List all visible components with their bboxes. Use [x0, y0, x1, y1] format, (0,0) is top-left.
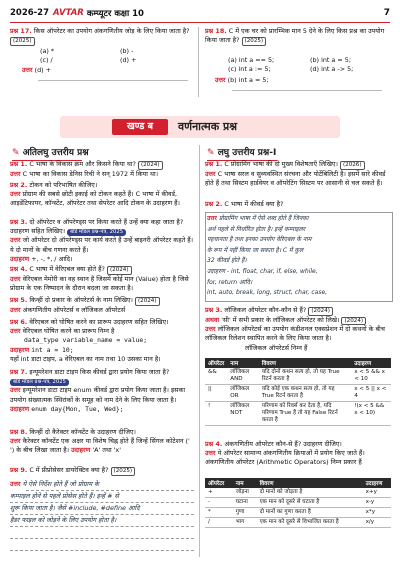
- right-q4: प्रश्न 4. अंकगणितीय ऑपरेटर कौन-से हैं? उदाहरण दीजिए। उत्तर ये ऑपरेटर सामान्य अंकगणितीय क्रियाओं में प्रयोग किए जाते हैं। अंकगणितीय ऑपरेटर (Arithmetic Operators) निम्न प्रकार हैं: [205, 440, 365, 467]
- model-paper-badge: बोर्ड मॉडल प्रश्न-पत्र, 2025: [67, 229, 126, 236]
- left-q9: प्रश्न 9. C में प्रीप्रोसेसर डायरेक्टिव क्या है? (2025): [10, 466, 196, 476]
- column-title-right: ✎ लघु उत्तरीय प्रश्न-I: [207, 145, 276, 158]
- year-badge: (2025): [242, 37, 267, 46]
- option-d: (d) +: [120, 56, 137, 64]
- option-c: (c) /: [40, 56, 53, 64]
- ruled-line: [10, 526, 194, 527]
- answer-line: [38, 80, 188, 81]
- column-divider: [199, 145, 200, 557]
- right-q3: प्रश्न 3. लॉजिकल ऑपरेटर कौन-कौन से हैं? (2024) अथवा 'सी' में सभी प्रकार के लॉजिकल ऑपरेटर को लिखे। (2024) उत्तर लॉजिकल ऑपरेटर्स का उपयोग कंडीशनल एक्सप्रेशन में दो कथनों के बीच लॉजिकल रिलेशन स्थापित करने के लिए किया जाता है। लॉजिकल ऑपरेटर्स निम्न हैं: [205, 306, 385, 352]
- left-q2: प्रश्न 2. टोकन को परिभाषित कीजिए। उत्तर प्रोग्राम की सबसे छोटी इकाई को टोकन कहते हैं। C भाषा में कीवर्ड, आइडेंटिफायर, कॉन्स्टेंट, ऑपरेटर तथा सेपरेटर आदि टोकन के उदाहरण हैं।: [10, 181, 180, 208]
- ruled-line: [10, 502, 194, 503]
- year-badge: (2024): [138, 161, 163, 170]
- year-badge: (2024): [341, 317, 366, 326]
- page-header: [10, 6, 390, 20]
- section-banner: [60, 116, 340, 138]
- table-row: + जोड़ना दो मानों को जोड़ता है x+y: [205, 488, 391, 498]
- table-row: && लॉजिकल AND यदि दोनों कथन सत्य हो, तो यह True रिटर्न करता है x < 5 && x < 10: [205, 368, 391, 385]
- right-q1: प्रश्न 1. C प्रोग्रामिंग भाषा की दो मुख्य विशेषताएँ लिखिए। (2026) उत्तर C भाषा सरल व सुव्यवस्थित संरचना और पोर्टेबिलिटी है। इसमें सारे कीवर्ड होते हैं तथा सिस्टम हार्डवेयर व ऑपरेटिंग सिस्टम पर आसानी से चल सकते हैं।: [205, 160, 386, 187]
- left-q5: प्रश्न 5. किन्हीं दो प्रकार के ऑपरेटर्स के नाम लिखिए। (2024) उत्तर अंकगणितीय ऑपरेटर्स व लॉजिकल ऑपरेटर्स: [10, 296, 196, 315]
- left-q4: प्रश्न 4. C भाषा में वेरिएबल क्या होते हैं? (2024) उत्तर वेरिएबल मेमोरी का वह स्थान है जिसमें कोई मान (Value) होता है जिसे प्रोग्राम के एक निष्पादन के दौरान बदला जा सकता है।: [10, 265, 189, 292]
- option-a: (a) *: [40, 47, 55, 55]
- ruled-line: [10, 514, 194, 515]
- option-b: (b) int a = 5;: [310, 56, 351, 64]
- right-q2: प्रश्न 2. C भाषा में कीवर्ड क्या है?: [205, 200, 284, 208]
- left-q8: प्रश्न 8. किन्हीं दो कैरेक्टर कॉन्स्टेंट के उदाहरण दीजिए। उत्तर कैरेक्टर कॉन्स्टेंट एक अक्षर या विशेष चिह्न होते हैं जिन्हें सिंगल कोटेशन (' ') के बीच लिखा जाता है। उदाहरण 'A' तथा 'x': [10, 428, 190, 455]
- option-d: (d) int a -> 5;: [310, 65, 354, 73]
- left-q3: प्रश्न 3. दो ऑपरेटर व ऑपरेण्ड्स पर किया करते हैं उन्हें क्या कहा जाता है? उदाहरण सहित लिखिए। बोर्ड मॉडल प्रश्न-पत्र, 2025 उत्तर जो ऑपरेटर दो ऑपरेण्ड्स पर कार्य करते हैं उन्हें बाइनरी ऑपरेटर कहते हैं। ये दो मानों के बीच गणना करते हैं। उदाहरण +, -, *, / आदि।: [10, 218, 194, 263]
- answer-line: [232, 90, 382, 91]
- model-paper-badge: बोर्ड मॉडल प्रश्न-पत्र, 2025: [10, 379, 69, 386]
- table-row: * गुणा दो मानों का गुणा करता है x*y: [205, 508, 391, 518]
- handwritten-answer: उत्तर ये ऐसे निर्देश होते हैं जो प्रोग्राम के कम्पाइल होने से पहले प्रोसेस होते हैं। इन्हें # से शुरू किया जाता है। जैसे #include, #define आदि हैडर फाइल को जोड़ने के लिए उपयोग होता है।: [10, 480, 140, 524]
- table-row: / भाग एक मान को दूसरे से विभाजित करता है x/y: [205, 518, 391, 528]
- table-row: - घटाना एक मान को दूसरे से घटाता है x-y: [205, 498, 391, 508]
- table-row: ! लॉजिकल NOT परिणाम को रिवर्स कर देता है, यदि परिणाम True है तो यह False रिटर्न करता है !(x < 5 && x < 10): [205, 402, 391, 426]
- column-title-left: ✎ अतिलघु उत्तरीय प्रश्न: [12, 145, 89, 158]
- answer-17: उत्तर (d) +: [22, 66, 52, 74]
- question-17: प्रश्न 17. किस ऑपरेटर का उपयोग अंकगणितीय जोड़ के लिए किया जाता है? (2025): [10, 27, 190, 45]
- handwritten-answer: उत्तर प्रोग्रामिंग भाषा में ऐसे शब्द होते हैं जिनका अर्थ पहले से निर्धारित होता है। इन्हें कम्पाइलर पहचानता है तथा इनका उपयोग वेरिएबल के नाम के रूप में नहीं किया जा सकता है। C में कुल 32 कीवर्ड होते हैं। उदाहरण - int, float, char, if, else, while, for, return आदि। int, auto, break, long, struct, char, case,: [207, 215, 328, 297]
- left-q7: प्रश्न 7. इन्यूमरेशन डाटा टाइप किस कीवर्ड द्वारा प्रयोग किया जाता है? बोर्ड मॉडल प्रश्न-पत्र, 2025 उत्तर इन्यूमरेशन डाटा टाइप enum कीवर्ड द्वारा प्रयोग किया जाता है। इसका उपयोग संख्यात्मक स्थिरांकों के समूह को नाम देने के लिए किया जाता है। उदाहरण enum day{Mon, Tue, Wed};: [10, 368, 186, 413]
- year-badge: (2024): [308, 307, 333, 316]
- ruled-line: [10, 550, 194, 551]
- option-c: (c) int a := 5;: [228, 65, 271, 73]
- answer-18: उत्तर (b) int a = 5;: [215, 76, 269, 84]
- left-q6: प्रश्न 6. वेरिएबल को घोषित करने का प्रारूप उदाहरण सहित लिखिए। उत्तर वेरिएबल घोषित करने का प्रारूप निम्न है data_type variable_name = value; उदाहरण int a = 10; यहाँ int डाटा टाइप, a वेरिएबल का नाम तथा 10 उसका मान है।: [10, 318, 169, 363]
- left-q1: प्रश्न 1. C भाषा के विकास क्रम और किसने किया था? (2024) उत्तर C भाषा का विकास डेनिस रिची ने सन् 1972 में किया था।: [10, 160, 196, 179]
- brand-logo: AVTAR: [53, 8, 84, 18]
- year-badge: (2025): [10, 37, 35, 46]
- question-18: प्रश्न 18. C में एक चर को प्रारम्भिक मान 5 देने के लिए किस प्रश्न का उपयोग किया जाता है? (2025): [205, 27, 385, 45]
- page-number: 7: [383, 8, 390, 18]
- header-rule: [10, 22, 390, 23]
- column-divider: [198, 27, 199, 97]
- year-badge: (2026): [340, 161, 365, 170]
- table-row: || लॉजिकल OR यदि कोई एक कथन सत्य हो, तो यह True रिटर्न करता है x < 5 || x < 4: [205, 385, 391, 402]
- option-a: (a) int a == 5;: [228, 56, 275, 64]
- session-year: 2026-27: [10, 8, 50, 18]
- option-b: (b) -: [120, 47, 134, 55]
- year-badge: (2025): [111, 467, 136, 476]
- ruled-line: [10, 538, 194, 539]
- ruled-line: [26, 490, 194, 491]
- section-label: खण्ड ब: [112, 119, 168, 135]
- arithmetic-operators-table: ऑपरेटर नाम विवरण उदाहरण + जोड़ना दो मानों को जोड़ता है x+y - घटाना एक मान को दूसरे से घटाता है x-y * गुणा दो मानों का गुणा करता है x*y / भाग एक मान को दूसरे से विभाजित करता है x/y: [205, 478, 391, 528]
- year-badge: (2024): [107, 266, 132, 275]
- logical-operators-table: ऑपरेटर नाम विवरण उदाहरण && लॉजिकल AND यदि दोनों कथन सत्य हो, तो यह True रिटर्न करता है x < 5 && x < 10 || लॉजिकल OR यदि कोई एक कथन सत्य हो, तो यह True रिटर्न करता है x < 5 || x < 4 ! लॉजिकल NOT परिणाम को रिवर्स कर देता है, यदि परिणाम True है तो यह False रिटर्न करता है !(x < 5 && x < 10): [205, 358, 391, 426]
- section-title: वर्णनात्मक प्रश्न: [178, 120, 238, 133]
- pencil-icon: ✎: [207, 148, 215, 158]
- class-label: कक्षा 10: [114, 8, 144, 19]
- pencil-icon: ✎: [12, 148, 20, 158]
- subject-title: कम्प्यूटर: [86, 8, 112, 19]
- year-badge: (2024): [135, 297, 160, 306]
